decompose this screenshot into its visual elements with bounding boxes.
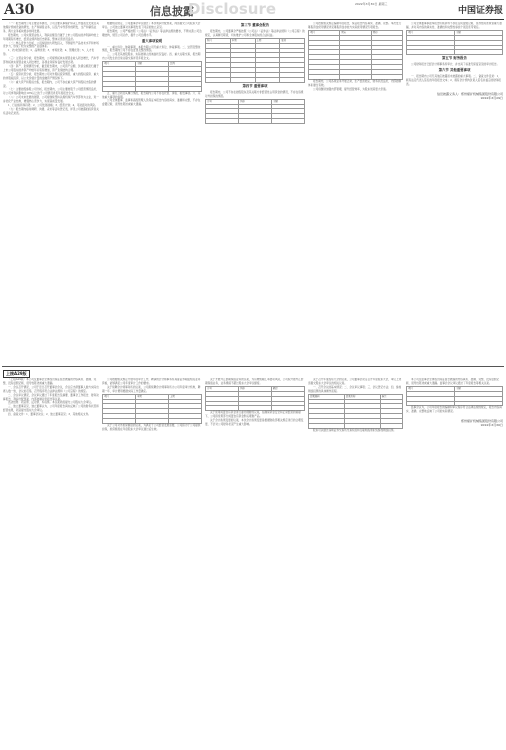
bottom-column-1: （上接A29版）本公司及董事会全体成员保证信息披露的内容真实、准确、完整，没有虚假记载、误导性陈述或重大遗漏。 一、会议召开情况，公司于近日召开董事会会议，会议应出席董事人数与实际出席人数一致，会议的召集、召开程序符合法律法规和《公司章程》的规定。 二、会议审议情况，会议审议通过了年度报告及摘要、董事会工作报告、财务决算报告、利润分配预案、内部控制评价报告等议案。 表决结果：同意票、反对票、弃权票。本议案尚需提交公司股东大会审议。 三、独立董事意见，独立董事认为，公司年度报告真实反映了公司的财务状况和经营成果，同意提交股东大会审议。 四、备查文件：1、董事会决议；2、独立董事意见；3、其他相关文件。 xyxy=(3,378,99,417)
top-col5-table: 项目 金额 xyxy=(406,30,503,56)
top-col2-heading: 重大事项说明 xyxy=(141,38,163,43)
bottom-column-3: 关于开展外汇套期保值业务的议案，为有效规避汇率波动风险，公司拟开展外汇套期保值业务，业务规模不超过股东大会审议额度。 序号 名称 额度 关于使用闲置自有资金进行委托理财的议案，在确保资金安全和正常经营的前提下，公司拟使用部分闲置自有资金购买理财产品。 关于会计政策变更的议案，本次会计政策变更是根据财政部相关规定进行的合理变更，不会对公司财务状况产生重大影响。 xyxy=(205,378,304,427)
bottom-column-5: 本公司及监事会全体成员保证信息披露的内容真实、准确、完整，没有虚假记载、误导性陈述或重大遗漏。监事会会议审议通过了年度报告等相关议案。 项目 金额 监事会认为，公司年度报告的编制和审议程序符合法律法规的规定，报告内容真实、准确、完整地反映了公司的实际情况。 郑州煤矿机械集团股份有限公司 2022年3月30日 xyxy=(406,378,503,428)
top-column-3: 第三节 董事会报告 报告期内，公司董事会严格按照《公司法》《证券法》等法律法规和《公司章程》的规定，认真履行职责，切实维护公司和全体股东的合法权益。 科目 本期 上期 变动 第四节 重要事项 报告期内，公司不存在控股股东及其关联方非经营性占用资金的情况，不存在违规对外担保的情况。 序号 名称 金额 xyxy=(205,22,305,362)
top-col3-heading-2: 第四节 重要事项 xyxy=(242,83,268,88)
top-col2-table: 项目 金额 比例 xyxy=(102,61,202,91)
top-col3-heading-1: 第三节 董事会报告 xyxy=(240,23,270,27)
top-signature xyxy=(406,93,503,101)
bottom-column-4: 关于召开年度股东大会的议案，公司董事会决定召开年度股东大会，审议上述需提交股东大会审议的相关议案。 一、召开会议的基本情况；二、会议审议事项；三、会议登记方法；四、参加网络投票的具体操作流程。 提案编码 提案名称 备注 股东可以通过深圳证券交易所交易系统和互联网投票系统参加网络投票。 xyxy=(308,378,402,432)
bottom-col2-table: 项目 本期 上期 xyxy=(102,394,202,424)
bottom-col5-table: 项目 金额 xyxy=(406,386,503,407)
top-column-1: （一）报告期内公司主要业务情况，公司主要从事煤矿综采工作面液压支架及其他煤矿机械设备的研发、生产和销售业务，以及汽车零部件的研发、生产和销售业务，两大业务板块稳步协同发展。 报告期内，公司实现营业收入、利润总额及归属于上市公司股东的净利润均较上年同期有所增长，经营业绩再创历史新高，整体运营状况良好。 （二）核心竞争力分析，公司持续加大研发投入，不断提升产品技术水平和市场竞争力，形成了较为完整的产业链体系。 1、技术创新优势；2、品牌优势；3、市场优势；4、管理优势；5、人才优势。 （三）主营业务分析，报告期内，公司煤机板块实现营业收入同比增长，汽车零部件板块实现营业收入同比增长，各项业务保持良好发展态势。 （四）资产、负债情况分析，截至报告期末，公司资产总额、负债总额及归属于上市公司股东的净资产均较年初有所增加，资产负债结构合理。 （五）投资状况分析，报告期内公司对外股权投资情况、重大的股权投资、重大的非股权投资、以公允价值计量的金融资产情况如下。 （六）重大资产和股权出售，报告期内，公司不存在重大资产和股权出售的情况。 （七）主要控股参股公司分析，报告期内，公司主要控股子公司经营情况良好，对公司净利润影响达10%以上的子公司情况详见年度报告全文。 （八）公司未来发展的展望，公司将继续坚持以煤机和汽车零部件为主业，进一步优化产业结构，增强核心竞争力，实现高质量发展。 1、行业格局和趋势；2、公司发展战略；3、经营计划；4、可能面对的风险。 （九）报告期内接待调研、沟通、采访等活动登记表，详见公司披露的投资者关系活动记录表。 xyxy=(3,22,99,115)
section-title-en: Disclosure xyxy=(188,0,277,18)
top-col3-table-1: 科目 本期 上期 变动 xyxy=(205,38,305,83)
newspaper-logo: 中国证券报 xyxy=(458,6,504,16)
top-col4-table: 项目 期末 期初 xyxy=(308,30,403,80)
issue-date: 2022年3月30日 星期三 xyxy=(355,2,388,6)
continued-tag: 上接A29版 xyxy=(3,370,30,378)
bottom-col4-table: 提案编码 提案名称 备注 xyxy=(308,394,403,429)
header-rule xyxy=(2,19,504,20)
page-number: A30 xyxy=(4,2,35,18)
top-column-4: 公司按照相关规定编制年度报告，保证报告内容真实、准确、完整。本次发行募集资金使用情况详见募集资金存放与实际使用情况专项报告。 项目 期末 期初 报告期内，公司各项业务开展正常，生产经营稳定，财务状况良好，内部控制体系健全有效。 公司将继续加强内部管理，提升经营效率，为股东创造更大价值。 xyxy=(308,22,402,91)
bottom-signature xyxy=(406,420,503,428)
top-signature-date: 2022年3月29日 xyxy=(480,95,503,100)
top-col5-heading: 第五节 财务报告 xyxy=(442,56,467,61)
top-signature-company: 信息披露义务人：郑州煤矿机械集团股份有限公司 xyxy=(436,91,503,96)
top-column-2: 根据相关规定，公司董事会审议通过了本次利润分配预案，尚需提交公司股东大会审议。公司独立董事对该事项发表了同意的独立意见。 报告期内，公司严格按照《公司法》《证券法》等法律法规的要求，不断完善公司治理结构，规范公司运作，提升公司治理水平。 重大事项说明 一、重大诉讼、仲裁事项，本报告期公司无重大诉讼、仲裁事项。二、处罚及整改情况，报告期内公司不存在处罚及整改情况。 三、公司及其控股股东、实际控制人的诚信状况良好。四、重大关联交易，报告期内公司发生的日常关联交易详见年报全文。 项目 金额 比例 五、重大合同及其履行情况，报告期内公司不存在托管、承包、租赁事项。六、其他重大事项的说明。 公司全体董事、监事和高级管理人员保证本报告内容的真实、准确和完整，不存在虚假记载、误导性陈述或重大遗漏。 xyxy=(102,22,202,107)
middle-rule xyxy=(2,366,504,367)
bottom-col3-table: 序号 名称 额度 xyxy=(205,386,305,412)
top-col5-heading-2: 第六节 其他重要事项 xyxy=(438,68,471,73)
top-col3-table-2: 序号 名称 金额 xyxy=(205,99,305,125)
top-column-5: 公司全体董事承诺本报告所载资料不存在任何虚假记载、误导性陈述或者重大遗漏，并对其内容的真实性、准确性和完整性承担个别及连带责任。 项目 金额 第五节 财务报告 公司财务报告已经会计师事务所审计，并出具了标准无保留意见的审计报告。 第六节 其他重要事项 一、报告期内公司无其他应披露而未披露的重大事项。二、备查文件目录：1、载有法定代表人签名的年度报告文本；2、载有会计机构负责人签名并盖章的财务报表。 信息披露义务人：郑州煤矿机械集团股份有限公司 2022年3月29日 xyxy=(406,22,503,100)
bottom-signature-date: 2022年3月30日 xyxy=(480,423,503,428)
section-title-cn: 信息披露 xyxy=(150,5,194,18)
bottom-signature-company: 郑州煤矿机械集团股份有限公司 xyxy=(460,419,503,424)
bottom-column-2: 公司根据相关规定开展年度审计工作，聘请的会计师事务所具备证券期货相关业务资格，能够满足公司年度审计工作的要求。 关于续聘会计师事务所的议案，公司拟续聘会计师事务所为公司年度审计机构，聘期一年，审计费用根据实际工作量确定。 项目 本期 上期 关于公司对外担保额度的议案，为满足子公司经营发展需要，公司拟为子公司提供担保，担保额度在年度股东大会审议通过后生效。 xyxy=(102,378,201,431)
page-header xyxy=(0,0,506,20)
